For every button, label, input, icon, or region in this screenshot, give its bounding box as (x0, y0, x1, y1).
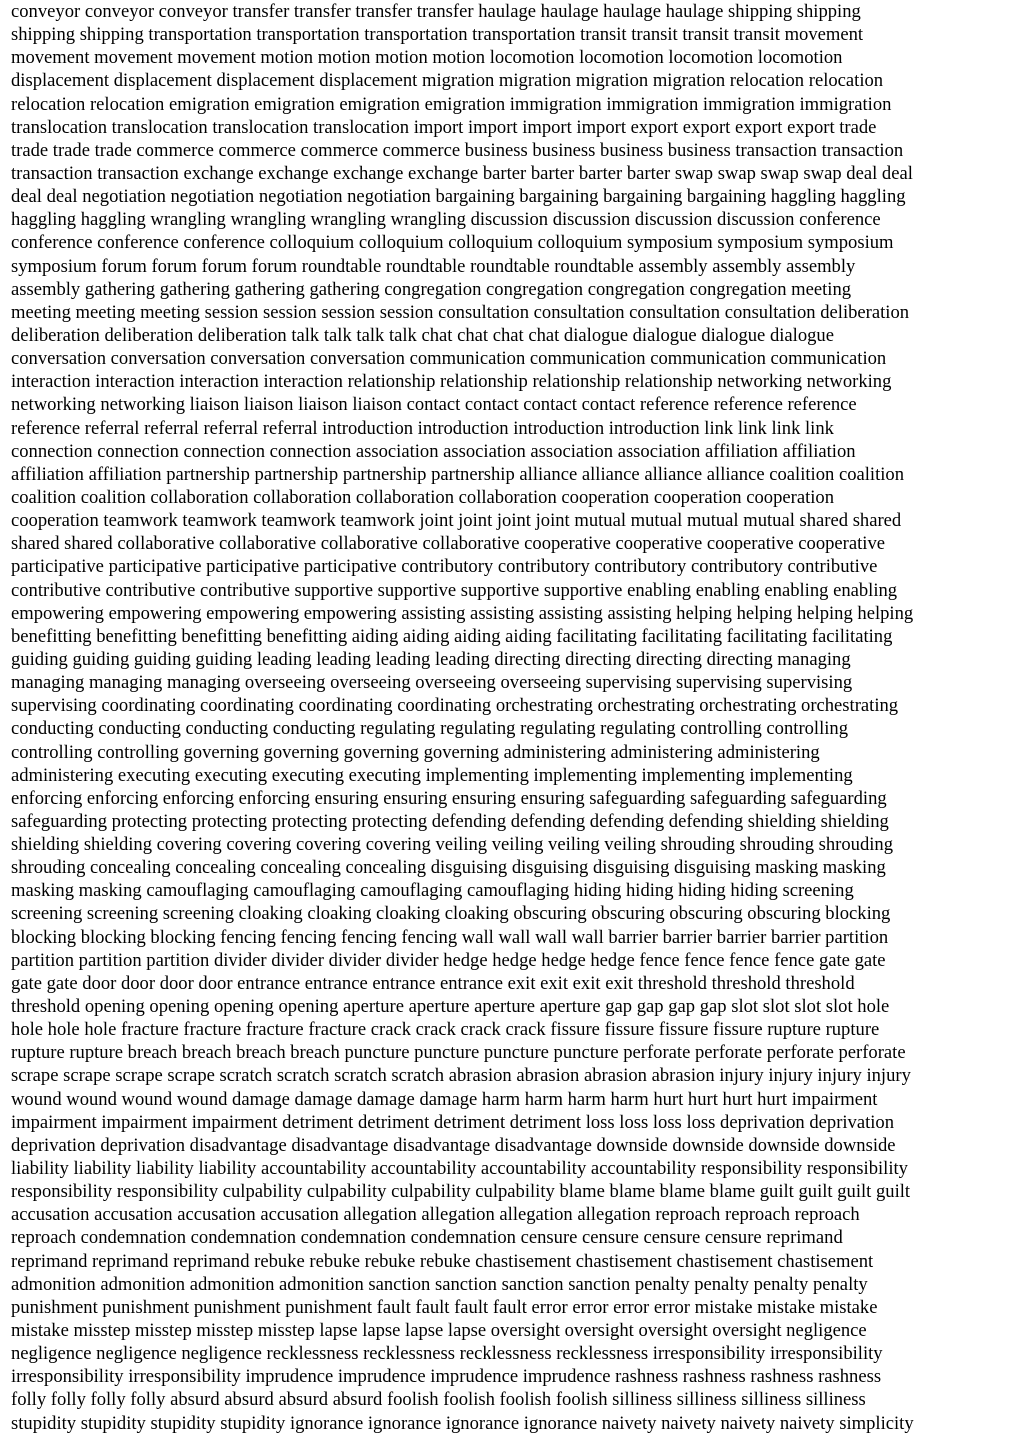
text-line: threshold opening opening opening opening aperture aperture aperture aperture gap gap gap gap slot slot slot slot hole (11, 996, 890, 1018)
text-line: deliberation deliberation deliberation talk talk talk talk chat chat chat chat dialogue dialogue dialogue dialogue (11, 324, 834, 346)
text-line: trade trade trade commerce commerce commerce commerce business business business business transaction transaction (11, 139, 904, 161)
text-line: administering executing executing executing executing implementing implementing implementing implementing (11, 764, 853, 786)
text-line: reference referral referral referral referral introduction introduction introduction introduction link link link link (11, 417, 834, 439)
text-line: movement movement movement motion motion motion motion locomotion locomotion locomotion locomotion (11, 47, 843, 69)
text-line: punishment punishment punishment punishment fault fault fault fault error error error error mistake mistake mistake (11, 1296, 878, 1318)
text-line: assembly gathering gathering gathering gathering congregation congregation congregation congregation meeting (11, 278, 852, 300)
text-line: managing managing managing overseeing overseeing overseeing overseeing supervising supervising supervising (11, 672, 853, 694)
text-line: symposium forum forum forum forum roundtable roundtable roundtable roundtable assembly assembly assembly (11, 255, 856, 277)
text-line: conducting conducting conducting conducting regulating regulating regulating regulating controlling controlling (11, 718, 849, 740)
text-line: benefitting benefitting benefitting benefitting aiding aiding aiding aiding facilitating facilitating facilitating facilitating (11, 625, 893, 647)
text-line: deal deal negotiation negotiation negotiation negotiation bargaining bargaining bargaining bargaining haggling haggling (11, 186, 906, 208)
text-line: gate gate door door door door entrance entrance entrance entrance exit exit exit exit threshold threshold threshold (11, 972, 855, 994)
text-line: haggling haggling wrangling wrangling wrangling wrangling discussion discussion discussion discussion conference (11, 209, 881, 231)
text-line: cooperation teamwork teamwork teamwork teamwork joint joint joint joint mutual mutual mutual mutual shared shared (11, 510, 902, 532)
text-line: empowering empowering empowering empowering assisting assisting assisting assisting helping helping helping helping (11, 602, 914, 624)
text-line: enforcing enforcing enforcing enforcing ensuring ensuring ensuring ensuring safeguarding safeguarding safeguarding (11, 787, 887, 809)
text-line: blocking blocking blocking fencing fencing fencing fencing wall wall wall wall barrier barrier barrier barrier partition (11, 926, 889, 948)
text-line: shipping shipping transportation transportation transportation transportation transit transit transit transit movement (11, 24, 864, 46)
text-line: scrape scrape scrape scrape scratch scratch scratch scratch abrasion abrasion abrasion abrasion injury injury injury injury (11, 1065, 911, 1087)
text-line: contributive contributive contributive supportive supportive supportive supportive enabling enabling enabling enabling (11, 579, 898, 601)
text-line: networking networking liaison liaison liaison liaison contact contact contact contact reference reference reference (11, 394, 857, 416)
text-line: masking masking camouflaging camouflaging camouflaging camouflaging hiding hiding hiding hiding screening (11, 880, 854, 902)
text-line: irresponsibility irresponsibility imprudence imprudence imprudence imprudence rashness rashness rashness rashness (11, 1366, 882, 1388)
text-line: supervising coordinating coordinating coordinating coordinating orchestrating orchestrating orchestrating orchestrating (11, 695, 899, 717)
text-line: negligence negligence negligence recklessness recklessness recklessness recklessness irresponsibility irresponsibility (11, 1343, 883, 1365)
text-line: conference conference conference colloquium colloquium colloquium colloquium symposium symposium symposium (11, 232, 894, 254)
text-line: partition partition partition divider divider divider divider hedge hedge hedge hedge fence fence fence fence gate gate (11, 949, 886, 971)
text-line: deprivation deprivation disadvantage disadvantage disadvantage disadvantage downside downside downside downside (11, 1134, 896, 1156)
text-line: safeguarding protecting protecting protecting protecting defending defending defending defending shielding shielding (11, 810, 889, 832)
text-line: guiding guiding guiding guiding leading leading leading leading directing directing directing directing managing (11, 648, 851, 670)
text-line: controlling controlling governing governing governing governing administering administering administering (11, 741, 820, 763)
text-line: reproach condemnation condemnation condemnation condemnation censure censure censure censure reprimand (11, 1227, 843, 1249)
text-line: meeting meeting meeting session session session session consultation consultation consultation consultation deliberation (11, 301, 910, 323)
text-line: shielding shielding covering covering covering covering veiling veiling veiling veiling shrouding shrouding shrouding (11, 834, 894, 856)
text-line: interaction interaction interaction interaction relationship relationship relationship relationship networking networking (11, 371, 892, 393)
text-body (11, 0, 1021, 1435)
text-line: rupture rupture breach breach breach breach puncture puncture puncture puncture perforate perforate perforate perforate (11, 1042, 906, 1064)
text-line: impairment impairment impairment detriment detriment detriment detriment loss loss loss loss deprivation deprivation (11, 1111, 895, 1133)
text-line: coalition coalition collaboration collaboration collaboration collaboration cooperation cooperation cooperation (11, 486, 835, 508)
text-line: screening screening screening cloaking cloaking cloaking cloaking obscuring obscuring obscuring obscuring blocking (11, 903, 891, 925)
text-line: folly folly folly folly absurd absurd absurd absurd foolish foolish foolish foolish silliness silliness silliness silliness (11, 1389, 866, 1411)
text-line: reprimand reprimand reprimand rebuke rebuke rebuke rebuke chastisement chastisement chastisement chastisement (11, 1250, 874, 1272)
text-line: connection connection connection connection association association association association affiliation affiliation (11, 440, 856, 462)
text-line: conversation conversation conversation conversation communication communication communication communication (11, 348, 887, 370)
text-line: relocation relocation emigration emigration emigration emigration immigration immigration immigration immigration (11, 93, 892, 115)
text-line: mistake misstep misstep misstep misstep lapse lapse lapse lapse oversight oversight oversight oversight negligence (11, 1320, 867, 1342)
text-line: affiliation affiliation partnership partnership partnership partnership alliance alliance alliance alliance coalition coalition (11, 463, 905, 485)
text-line: shared shared collaborative collaborative collaborative collaborative cooperative cooperative cooperative cooperative (11, 533, 885, 555)
text-line: responsibility responsibility culpability culpability culpability culpability blame blame blame blame guilt guilt guilt guilt (11, 1181, 911, 1203)
text-line: hole hole hole fracture fracture fracture fracture crack crack crack crack fissure fissure fissure fissure rupture rupture (11, 1019, 880, 1041)
text-line: accusation accusation accusation accusation allegation allegation allegation allegation reproach reproach reproach (11, 1204, 860, 1226)
text-line: admonition admonition admonition admonition sanction sanction sanction sanction penalty penalty penalty penalty (11, 1273, 868, 1295)
text-line: translocation translocation translocation translocation import import import import export export export export trade (11, 116, 877, 138)
text-line: displacement displacement displacement displacement migration migration migration migration relocation relocation (11, 70, 884, 92)
text-line: participative participative participative participative contributory contributory contributory contributory contributive (11, 556, 878, 578)
text-line: transaction transaction exchange exchange exchange exchange barter barter barter barter swap swap swap swap deal deal (11, 162, 913, 184)
text-line: liability liability liability liability accountability accountability accountability accountability responsibility responsibility (11, 1158, 908, 1180)
text-line: wound wound wound wound damage damage damage damage harm harm harm harm hurt hurt hurt hurt impairment (11, 1088, 878, 1110)
text-line: shrouding concealing concealing concealing concealing disguising disguising disguising disguising masking masking (11, 857, 886, 879)
text-line: conveyor conveyor conveyor transfer transfer transfer transfer haulage haulage haulage haulage shipping shipping (11, 1, 861, 22)
text-line: stupidity stupidity stupidity stupidity ignorance ignorance ignorance ignorance naivety naivety naivety naivety simplicity (11, 1412, 914, 1434)
